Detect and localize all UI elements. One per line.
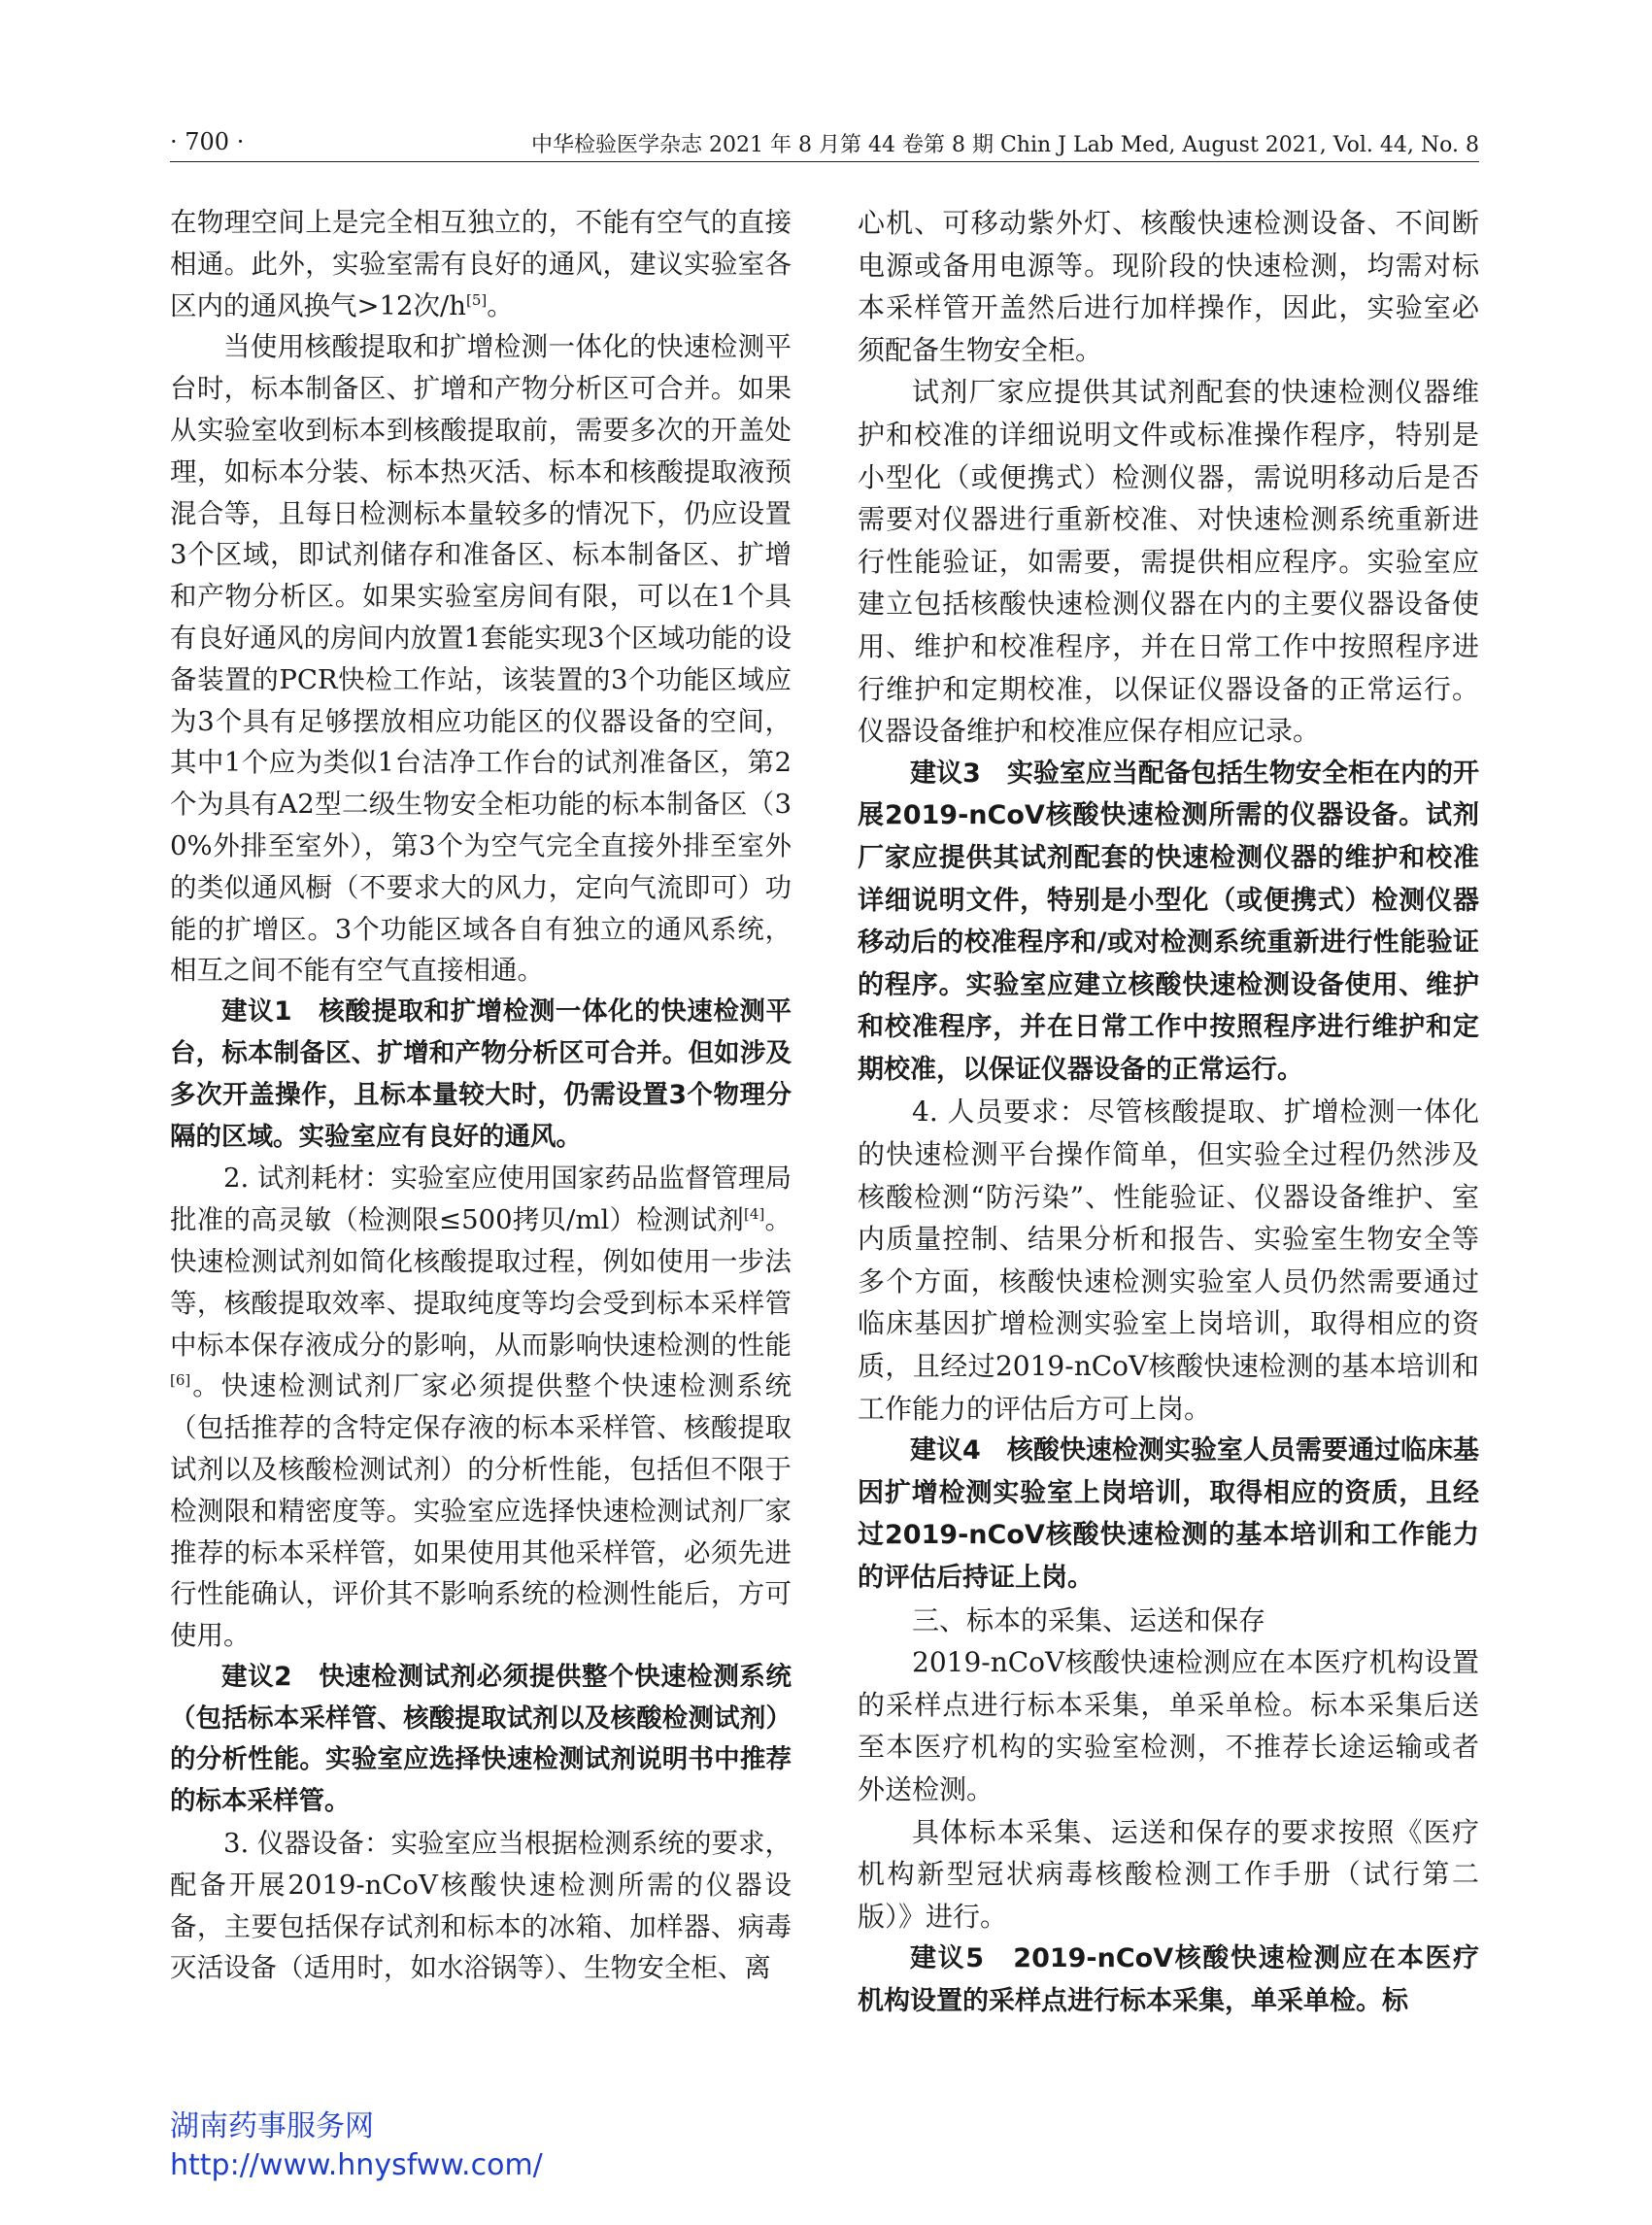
watermark-site-name: 湖南药事服务网: [170, 2109, 374, 2143]
running-header: [170, 128, 1479, 162]
recommendation-3: 建议3 实验室应当配备包括生物安全柜在内的开展2019-nCoV核酸快速检测所需的仪器设备。试剂厂家应提供其试剂配套的快速检测仪器的维护和校准详细说明文件，特别是小型化（或便携式）检测仪器移动后的校准程序和/或对检测系统重新进行性能验证的程序。实验室应建立核酸快速检测设备使用、维护和校准程序，并在日常工作中按照程序进行维护和定期校准，以保证仪器设备的正常运行。: [858, 758, 1479, 1085]
paragraph: 2. 试剂耗材：实验室应使用国家药品监督管理局批准的高灵敏（检测限≤500拷贝/ml）检测试剂[4]。快速检测试剂如简化核酸提取过程，例如使用一步法等，核酸提取效率、提取纯度等均会受到标本采样管中标本保存液成分的影响，从而影响快速检测的性能[6]。快速检测试剂厂家必须提供整个快速检测系统（包括推荐的含特定保存液的标本采样管、核酸提取试剂以及核酸检测试剂）的分析性能，包括但不限于检测限和精密度等。实验室应选择快速检测试剂厂家推荐的标本采样管，如果使用其他采样管，必须先进行性能确认，评价其不影响系统的检测性能后，方可使用。: [170, 1163, 792, 1652]
left-column: [170, 202, 792, 1989]
recommendation-4: 建议4 核酸快速检测实验室人员需要通过临床基因扩增检测实验室上岗培训，取得相应的资质，且经过2019-nCoV核酸快速检测的基本培训和工作能力的评估后持证上岗。: [858, 1435, 1479, 1593]
citation: [6]: [170, 1371, 191, 1390]
right-column: [858, 202, 1479, 2023]
website-watermark: [170, 2107, 543, 2185]
citation: [4]: [744, 1204, 765, 1223]
paragraph: 2019-nCoV核酸快速检测应在本医疗机构设置的采样点进行标本采集，单采单检。标本采集后送至本医疗机构的实验室检测，不推荐长途运输或者外送检测。: [858, 1646, 1479, 1805]
paragraph: 心机、可移动紫外灯、核酸快速检测设备、不间断电源或备用电源等。现阶段的快速检测，均需对标本采样管开盖然后进行加样操作，因此，实验室必须配备生物安全柜。: [858, 207, 1479, 366]
paragraph: 当使用核酸提取和扩增检测一体化的快速检测平台时，标本制备区、扩增和产物分析区可合并。如果从实验室收到标本到核酸提取前，需要多次的开盖处理，如标本分装、标本热灭活、标本和核酸提取液预混合等，且每日检测标本量较多的情况下，仍应设置3个区域，即试剂储存和准备区、标本制备区、扩增和产物分析区。如果实验室房间有限，可以在1个具有良好通风的房间内放置1套能实现3个区域功能的设备装置的PCR快检工作站，该装置的3个功能区域应为3个具有足够摆放相应功能区的仪器设备的空间，其中1个应为类似1台洁净工作台的试剂准备区，第2个为具有A2型二级生物安全柜功能的标本制备区（30%外排至室外），第3个为空气完全直接外排至室外的类似通风橱（不要求大的风力，定向气流即可）功能的扩增区。3个功能区域各自有独立的通风系统，相互之间不能有空气直接相通。: [170, 331, 792, 987]
recommendation-1: 建议1 核酸提取和扩增检测一体化的快速检测平台，标本制备区、扩增和产物分析区可合并。但如涉及多次开盖操作，且标本量较大时，仍需设置3个物理分隔的区域。实验室应有良好的通风。: [170, 996, 792, 1152]
recommendation-2: 建议2 快速检测试剂必须提供整个快速检测系统（包括标本采样管、核酸提取试剂以及核酸检测试剂）的分析性能。实验室应选择快速检测试剂说明书中推荐的标本采样管。: [170, 1661, 792, 1817]
section-heading: 三、标本的采集、运送和保存: [912, 1603, 1266, 1636]
paragraph: 试剂厂家应提供其试剂配套的快速检测仪器维护和校准的详细说明文件或标准操作程序，特别是小型化（或便携式）检测仪器，需说明移动后是否需要对仪器进行重新校准、对快速检测系统重新进行性能验证，如需要，需提供相应程序。实验室应建立包括核酸快速检测仪器在内的主要仪器设备使用、维护和校准程序，并在日常工作中按照程序进行维护和定期校准，以保证仪器设备的正常运行。仪器设备维护和校准应保存相应记录。: [858, 376, 1479, 748]
recommendation-5: 建议5 2019-nCoV核酸快速检测应在本医疗机构设置的采样点进行标本采集，单采单检。标: [858, 1943, 1479, 2016]
paragraph: 3. 仪器设备：实验室应当根据检测系统的要求，配备开展2019-nCoV核酸快速检测所需的仪器设备，主要包括保存试剂和标本的冰箱、加样器、病毒灭活设备（适用时，如水浴锅等）、生物安全柜、离: [170, 1828, 792, 1984]
paragraph: 具体标本采集、运送和保存的要求按照《医疗机构新型冠状病毒核酸检测工作手册（试行第二版）》进行。: [858, 1815, 1479, 1933]
watermark-url[interactable]: http://www.hnysfww.com/: [170, 2148, 543, 2182]
journal-citation: 中华检验医学杂志 2021 年 8 月第 44 卷第 8 期 Chin J Lab Med, August 2021, Vol. 44, No. 8: [531, 133, 1479, 157]
citation: [5]: [466, 290, 488, 309]
paragraph: 在物理空间上是完全相互独立的，不能有空气的直接相通。此外，实验室需有良好的通风，建议实验室各区内的通风换气>12次/h[5]。: [170, 207, 792, 321]
paragraph: 4. 人员要求：尽管核酸提取、扩增检测一体化的快速检测平台操作简单，但实验全过程仍然涉及核酸检测“防污染”、性能验证、仪器设备维护、室内质量控制、结果分析和报告、实验室生物安全等多个方面，核酸快速检测实验室人员仍然需要通过临床基因扩增检测实验室上岗培训，取得相应的资质，且经过2019-nCoV核酸快速检测的基本培训和工作能力的评估后方可上岗。: [858, 1096, 1479, 1425]
page-number: · 700 ·: [170, 128, 245, 155]
